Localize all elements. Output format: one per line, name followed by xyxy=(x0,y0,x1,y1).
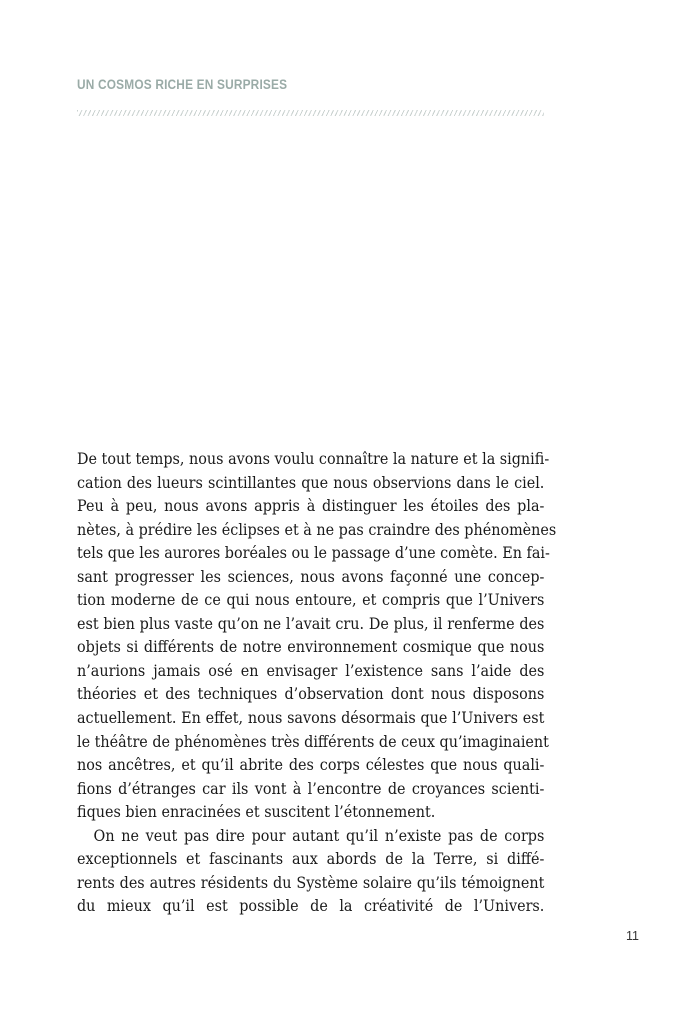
text-line: De tout temps, nous avons voulu connaître la nature et la signifi- xyxy=(77,450,550,468)
text-line: exceptionnels et fascinants aux abords de la Terre, si diffé- xyxy=(77,850,545,869)
text-line: théories et des techniques d’observation dont nous disposons xyxy=(77,685,545,704)
running-head: UN COSMOS RICHE EN SURPRISES xyxy=(77,77,288,92)
text-line: objets si différents de notre environnement cosmique que nous xyxy=(77,638,545,657)
text-line: fiques bien enracinées et suscitent l’étonnement. xyxy=(77,803,436,822)
text-line: fions d’étranges car ils vont à l’encontre de croyances scienti- xyxy=(77,779,545,798)
text-line: tels que les aurores boréales ou le passage d’une comète. En fai- xyxy=(77,544,550,563)
body-text xyxy=(77,448,557,919)
text-line: du mieux qu’il est possible de la créativité de l’Univers. xyxy=(77,897,545,916)
text-line: sant progresser les sciences, nous avons façonné une concep- xyxy=(77,567,545,586)
paragraph xyxy=(77,825,544,919)
text-line: le théâtre de phénomènes très différents de ceux qu’imaginaient xyxy=(77,732,549,751)
text-line: nètes, à prédire les éclipses et à ne pas craindre des phénomènes xyxy=(77,520,557,539)
text-line: rents des autres résidents du Système solaire qu’ils témoignent xyxy=(77,873,545,892)
text-line: Peu à peu, nous avons appris à distinguer les étoiles des pla- xyxy=(77,497,545,516)
text-line: actuellement. En effet, nous savons désormais que l’Univers est xyxy=(77,709,545,728)
text-line: nos ancêtres, et qu’il abrite des corps célestes que nous quali- xyxy=(77,756,545,775)
text-line: cation des lueurs scintillantes que nous observions dans le ciel. xyxy=(77,473,545,492)
page-number: 11 xyxy=(626,929,639,943)
text-line: tion moderne de ce qui nous entoure, et compris que l’Univers xyxy=(77,591,545,610)
hatched-rule xyxy=(77,110,544,116)
text-line: n’aurions jamais osé en envisager l’existence sans l’aide des xyxy=(77,661,545,680)
text-line: On ne veut pas dire pour autant qu’il n’existe pas de corps xyxy=(93,826,545,845)
text-line: est bien plus vaste qu’on ne l’avait cru. De plus, il renferme des xyxy=(77,614,545,633)
paragraph xyxy=(77,448,557,825)
